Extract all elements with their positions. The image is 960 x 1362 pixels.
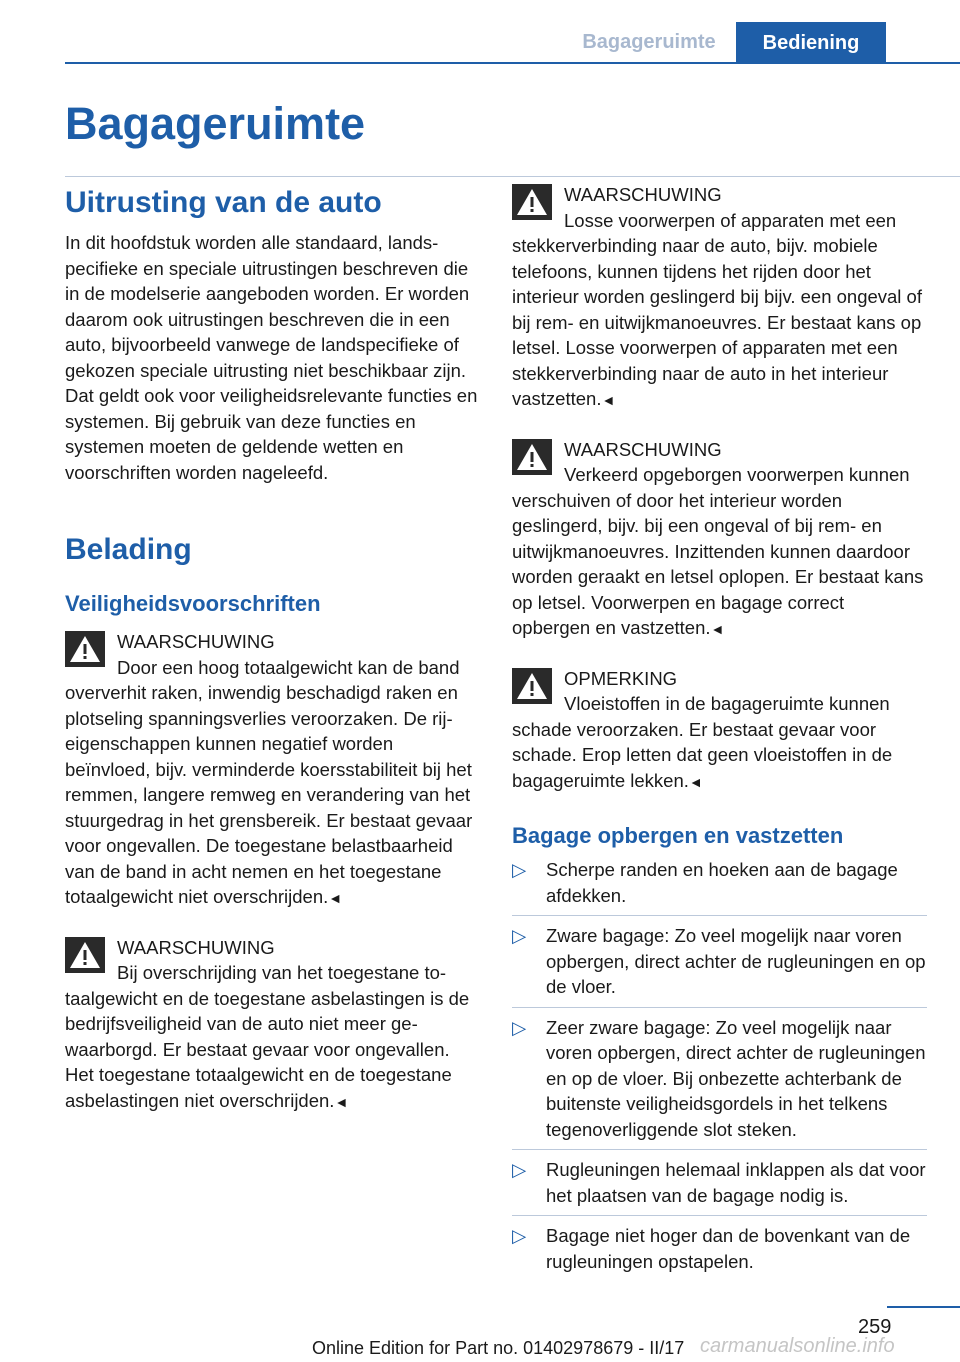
section-text-uitrusting: In dit hoofdstuk worden alle standaard, landspecifieke en speciale uitrustingen beschreven die in de modelserie aangeboden worden. Er worden daarom ook uitrustingen beschreven die in een auto, bijvoorbeeld vanwege de landspecifieke of gekozen speciale uitrusting niet beschikbaar zijn. Dat geldt ook voor veiligheidsrelevante functies en systemen. Bij gebruik van deze functies en systemen moeten de geldende wetten en voorschriften worden nageleefd. [65,232,478,483]
warning-text [65,935,478,1116]
warning-block [512,437,927,643]
page-number: 259 [858,1316,892,1338]
note-block [512,666,927,796]
warning-block [65,629,478,912]
list-item [512,857,927,908]
bullet-list [512,857,927,1274]
warning-body: Verkeerd opgeborgen voorwerpen kunnen verschuiven of door het interieur worden geslingerd, bijv. bij een ongeval of bij rem- en uitwijkmanoeuvres. Inzittenden kunnen daardoor worden geraakt en letsel oplopen. Er bestaat kans op letsel. Voorwerpen en bagage correct opbergen en vastzetten. [512,464,924,638]
list-item-text: Zeer zware bagage: Zo veel mogelijk naar voren opbergen, direct achter de rugleuningen en op de vloer. Bij onbezette achterbank de buitenste veiligheidsgordels in het telkens tegenoverliggende slot steken. [546,1016,926,1140]
page-title: Bagageruimte [65,98,366,149]
note-body: Vloeistoffen in de bagageruimte kunnen schade veroorzaken. Er bestaat gevaar voor schade. Erop letten dat geen vloeistoffen in de bagageruimte lekken. [512,693,893,791]
note-label: OPMERKING [564,667,678,689]
warning-triangle-icon [512,439,552,475]
warning-label: WAARSCHUWING [117,631,275,652]
list-divider [512,915,927,916]
note-text [512,666,927,796]
warning-label: WAARSCHUWING [564,438,722,460]
list-item-text: Scherpe randen en hoeken aan de bagage afdekken. [546,859,898,906]
bullet-triangle-icon: ▷ [512,859,527,880]
list-divider [512,1007,927,1008]
watermark: carmanualsonline.info [700,1335,895,1357]
warning-triangle-icon [512,184,552,220]
list-item-text: Bagage niet hoger dan de bovenkant van de rugleuningen opstapelen. [546,1225,911,1272]
warning-triangle-icon [65,937,105,973]
bullet-triangle-icon: ▷ [512,1225,527,1246]
note-triangle-icon [512,668,552,704]
end-mark: ◄ [710,621,725,637]
list-item [512,1015,927,1143]
end-mark: ◄ [688,773,703,790]
right-column [512,182,927,1274]
edition-line: Online Edition for Part no. 01402978679 - II/17 [312,1338,685,1358]
subsection-title-veiligheid: Veiligheidsvoorschriften [65,591,321,616]
warning-triangle-icon [65,631,105,667]
bullet-triangle-icon: ▷ [512,1159,527,1180]
subsection-title-bagage: Bagage opbergen en vastzetten [512,823,844,848]
end-mark: ◄ [601,392,616,408]
warning-text [65,629,478,912]
list-divider [512,1149,927,1150]
warning-body: Losse voorwerpen of apparaten met een stekkerverbinding naar de auto, bijv. mobiele telefoons, kunnen tijdens het rijden door het interieur worden geslingerd bij bijv. een ongeval of bij rem- en uitwijkmanoeuvres. Er bestaat kans op letsel. Losse voorwerpen of apparaten met een stekkerverbinding naar de auto in het interieur vastzetten. [512,209,922,409]
list-item [512,1223,927,1274]
warning-body: Door een hoog totaalgewicht kan de band oververhit raken, inwendig beschadigd raken en plotseling spanningsverlies veroorzaken. De rij-eigenschappen kunnen negatief worden beïnvloed, bijv. verminderde koersstabiliteit bij het remmen, langere remweg en verandering van het stuurgedrag in het grensbereik. Er bestaat gevaar voor ongevallen. De toegestane belastbaarheid van de band in acht nemen en het toegestane totaalgewicht niet overschrijden. [65,656,473,907]
list-item [512,1157,927,1208]
bullet-triangle-icon: ▷ [512,1016,527,1038]
warning-label: WAARSCHUWING [564,184,722,205]
warning-block [512,182,927,414]
warning-block [65,935,478,1116]
footer-rule [887,1306,960,1308]
warning-text [512,437,927,643]
warning-body: Bij overschrijding van het toegestane totaalgewicht en de toegestane asbelastingen is de bedrijfsveiligheid van de auto niet meer gewaarborgd. Er bestaat gevaar voor ongevallen. Het toegestane totaalgewicht en de toegestane asbelastingen niet overschrijden. [65,962,470,1111]
title-rule [65,176,960,177]
section-title-belading: Belading [65,533,192,566]
list-divider [512,1215,927,1216]
warning-label: WAARSCHUWING [117,936,275,958]
left-column [65,182,478,1115]
section-title-uitrusting: Uitrusting van de auto [65,186,382,219]
bullet-triangle-icon: ▷ [512,925,527,946]
tab-chapter: Bediening [736,22,886,64]
tab-section: Bagageruimte [582,31,716,53]
list-item [512,923,927,1000]
end-mark: ◄ [328,890,343,906]
list-item-text: Rugleuningen helemaal inklappen als dat voor het plaatsen van de bagage nodig is. [546,1159,926,1206]
warning-text [512,182,927,414]
end-mark: ◄ [334,1093,349,1110]
list-item-text: Zware bagage: Zo veel mogelijk naar voren opbergen, direct achter de rugleuningen en op de vloer. [546,925,926,997]
